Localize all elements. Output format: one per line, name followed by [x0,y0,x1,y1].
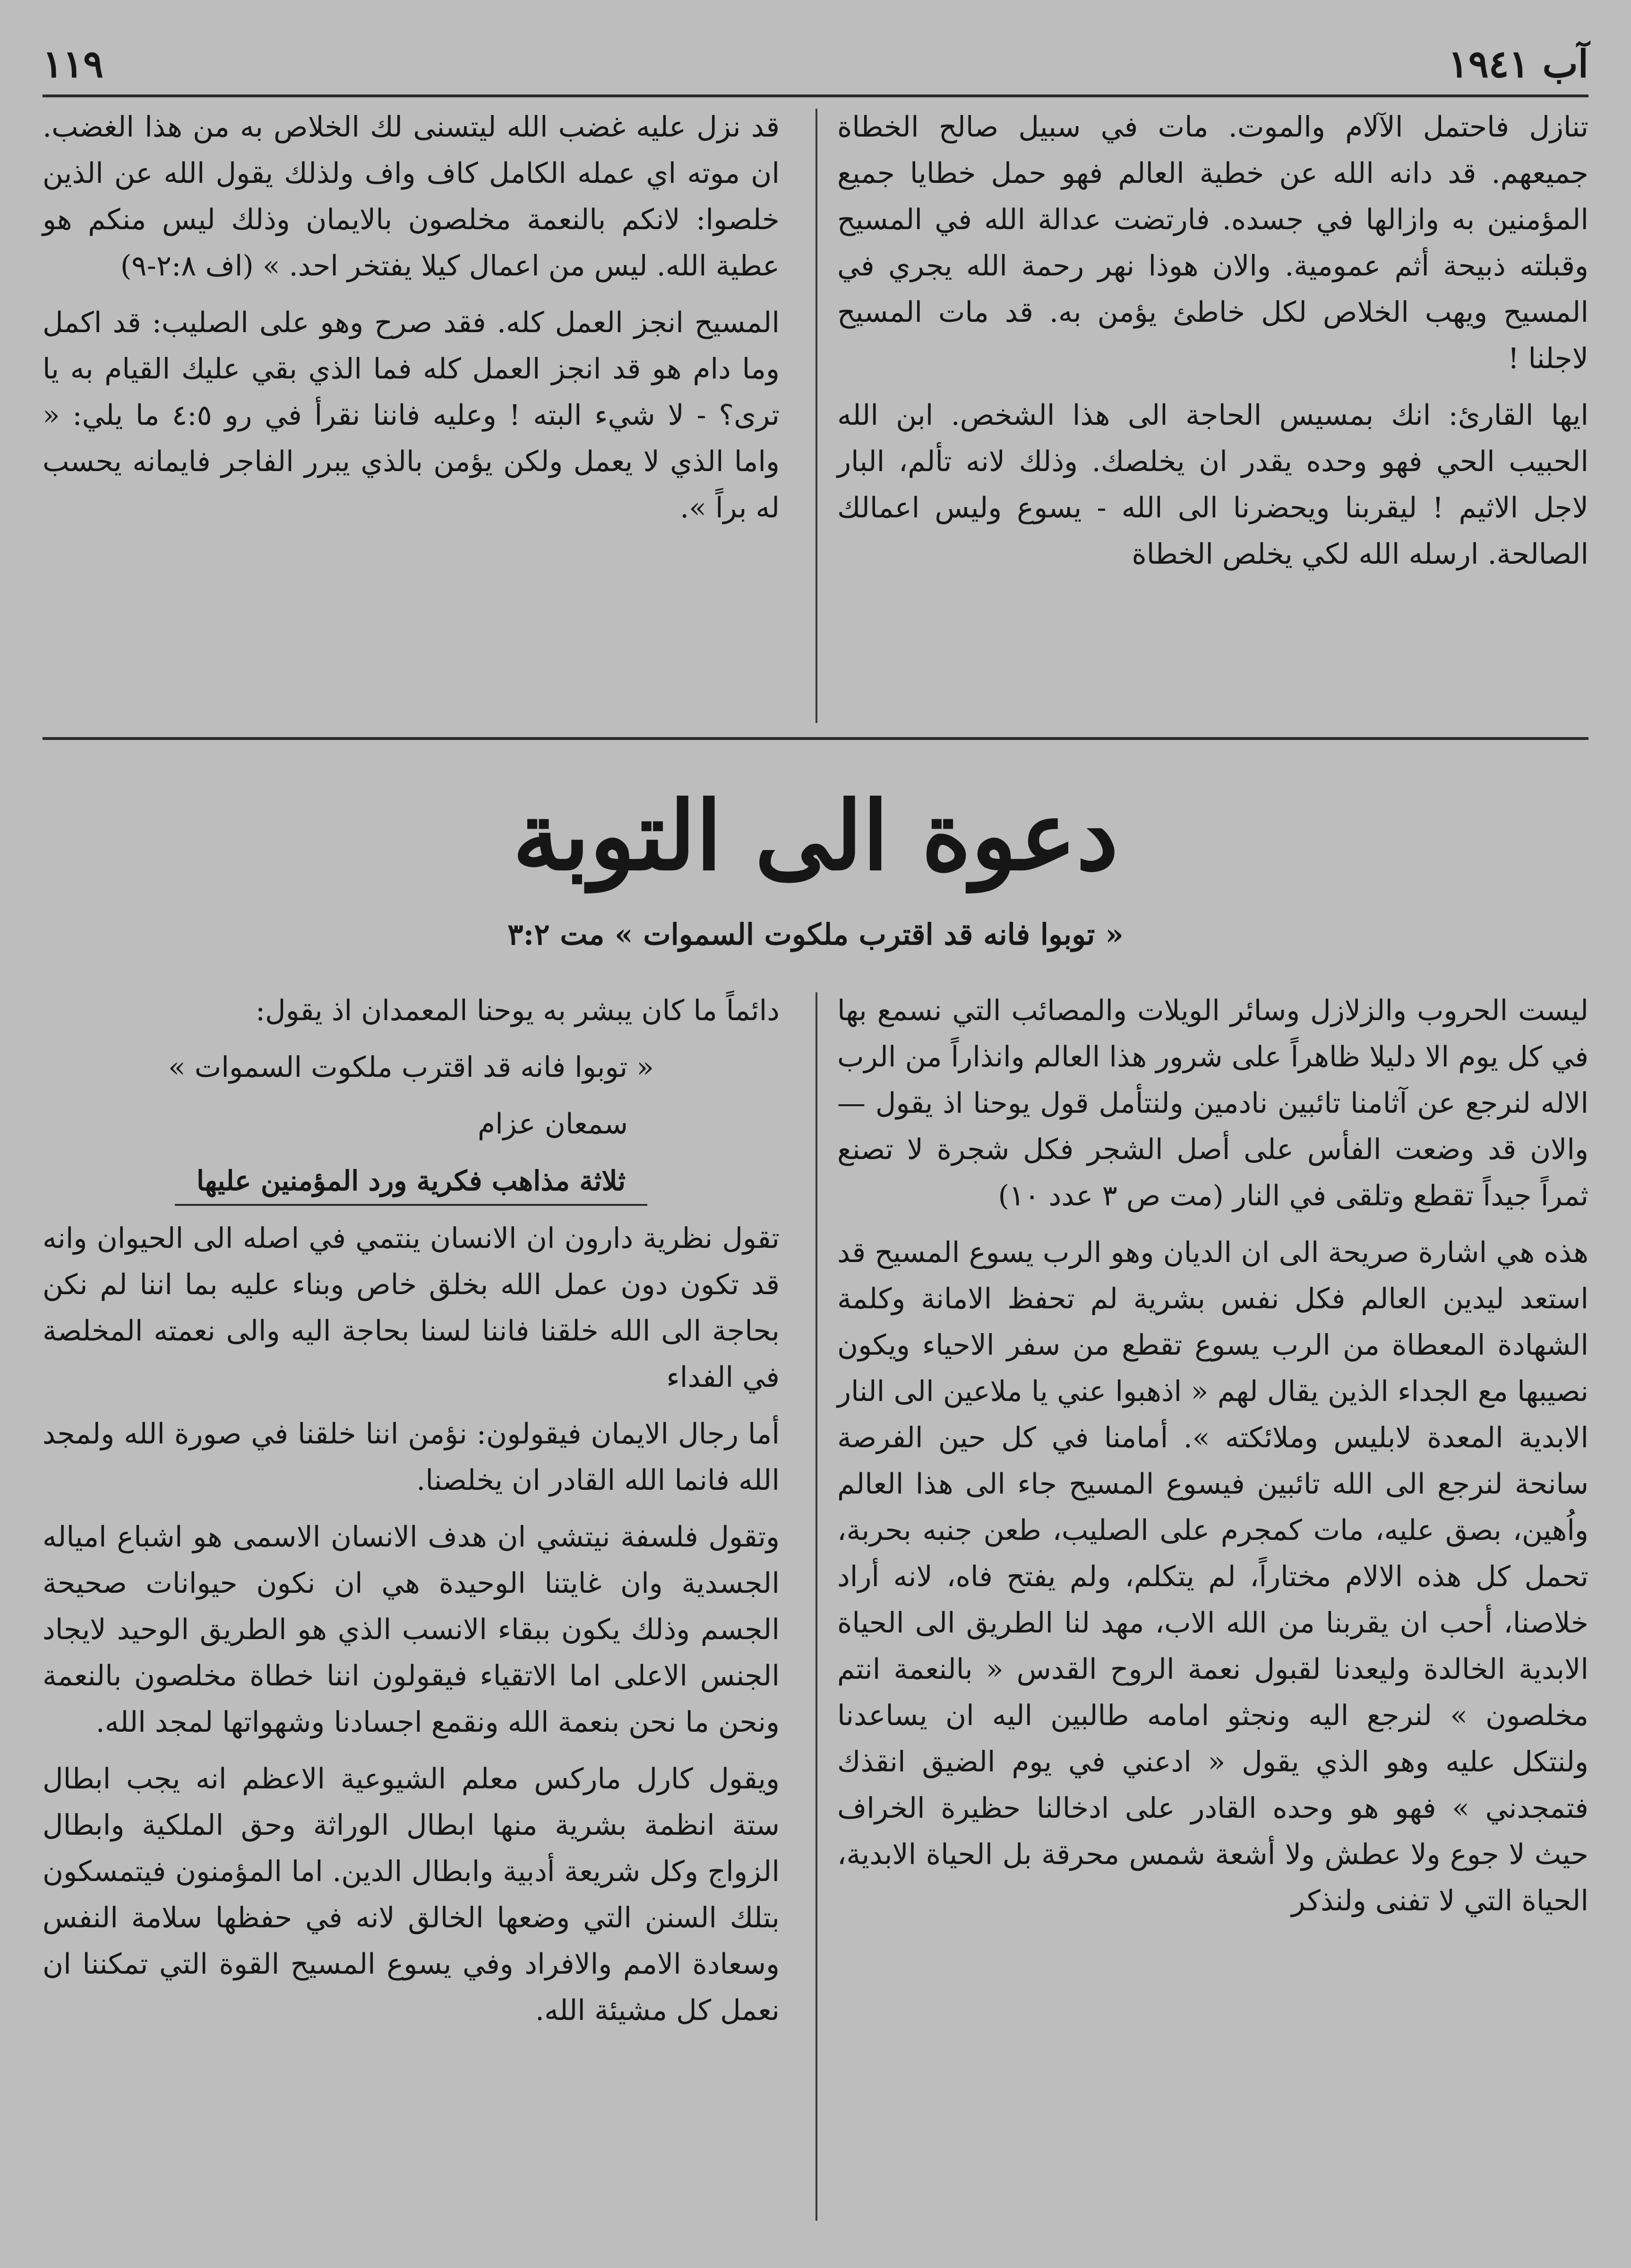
page-number: ١١٩ [43,42,103,86]
article-subtitle: « توبوا فانه قد اقترب ملكوت السموات » مت ٣:٢ [507,917,1124,952]
top-right-column [837,104,1588,588]
issue-date: آب ١٩٤١ [1448,42,1588,86]
paragraph: ويقول كارل ماركس معلم الشيوعية الاعظم انه يجب ابطال ستة انظمة بشرية منها ابطال الوراثة وحق الملكية وابطال الزواج وكل شريعة أدبية وابطال الدين. اما المؤمنون فيتمسكون بتلك السنن التي وضعها الخالق لانه في حفظها سلامة النفس وسعادة الامم والافراد وفي يسوع المسيح القوة التي تمكننا ان نعمل كل مشيئة الله. [43,1762,780,2027]
column-divider [816,992,817,2221]
paragraph: وتقول فلسفة نيتشي ان هدف الانسان الاسمى هو اشباع امياله الجسدية وان غايتنا الوحيدة هي ان نكون حيوانات صحيحة الجسم وذلك يكون ببقاء الانسب الذي هو الطريق الوحيد لايجاد الجنس الاعلى اما الاتقياء فيقولون اننا خطاة مخلصون بالنعمة ونحن ما نحن بنعمة الله ونقمع اجسادنا وشهواتها لمجد الله. [43,1521,780,1739]
paragraph: تنازل فاحتمل الآلام والموت. مات في سبيل صالح الخطاة جميعهم. قد دانه الله عن خطية العالم فهو حمل خطايا جميع المؤمنين به وازالها في جسده. فارتضت عدالة الله في المسيح وقبلته ذبيحة أثم عمومية. والان هوذا نهر رحمة الله يجري في المسيح ويهب الخلاص لكل خاطئ يؤمن به. قد مات المسيح لاجلنا ! [837,111,1588,375]
page-header [43,38,1588,90]
scripture-quote: « توبوا فانه قد اقترب ملكوت السموات » [168,1051,654,1084]
paragraph: المسيح انجز العمل كله. فقد صرح وهو على الصليب: قد اكمل وما دام هو قد انجز العمل كله فما الذي بقي عليك القيام به يا ترى؟ - لا شيء البته ! وعليه فاننا نقرأ في رو ٤:٥ ما يلي: « واما الذي لا يعمل ولكن يؤمن بالذي يبرر الفاجر فايمانه يحسب له براً ». [43,306,780,524]
section-heading: ثلاثة مذاهب فكرية ورد المؤمنين عليها [175,1158,647,1206]
column-divider [816,109,817,723]
header-rule [43,94,1588,97]
paragraph: ايها القارئ: انك بمسيس الحاجة الى هذا الشخص. ابن الله الحبيب الحي فهو وحده يقدر ان يخلصك. وذلك لانه تألم، البار لاجل الاثيم ! ليقربنا ويحضرنا الى الله - يسوع وليس اعمالك الصالحة. ارسله الله لكي يخلص الخطاة [837,399,1588,571]
paragraph: ليست الحروب والزلازل وسائر الويلات والمصائب التي نسمع بها في كل يوم الا دليلا ظاهراً على شرور هذا العالم وانذاراً من الرب الاله لنرجع عن آثامنا تائبين نادمين ولنتأمل قول يوحنا اذ يقول — والان قد وضعت الفأس على أصل الشجر فكل شجرة لا تصنع ثمراً جيداً تقطع وتلقى في النار (مت ص ٣ عدد ١٠) [837,994,1588,1212]
author-signature: سمعان عزام [477,1108,628,1141]
paragraph: قد نزل عليه غضب الله ليتسنى لك الخلاص به من هذا الغضب. ان موته اي عمله الكامل كاف واف ولذلك يقول الله عن الذين خلصوا: لانكم بالنعمة مخلصون بالايمان وذلك ليس منكم هو عطية الله. ليس من اعمال كيلا يفتخر احد. » (اف ٢:٨-٩) [43,111,780,283]
top-left-column [43,104,780,541]
article-title: دعوة الى التوبة [512,781,1119,892]
paragraph: دائماً ما كان يبشر به يوحنا المعمدان اذ يقول: [255,994,780,1027]
paragraph: أما رجال الايمان فيقولون: نؤمن اننا خلقنا في صورة الله ولمجد الله فانما الله القادر ان يخلصنا. [43,1418,780,1497]
paragraph: هذه هي اشارة صريحة الى ان الديان وهو الرب يسوع المسيح قد استعد ليدين العالم فكل نفس بشرية لم تحفظ الامانة وكلمة الشهادة المعطاة من الرب يسوع تقطع من سفر الاحياء ويكون نصيبها مع الجداء الذين يقال لهم « اذهبوا عني يا ملاعين الى النار الابدية المعدة لابليس وملائكته ». أمامنا في كل حين الفرصة سانحة لنرجع الى الله تائبين فيسوع المسيح جاء الى هذا العالم واُهين، بصق عليه، مات كمجرم على الصليب، طعن جنبه بحربة، تحمل كل هذه الالام مختاراً، لم يتكلم، ولم يفتح فاه، لانه أراد خلاصنا، أحب ان يقربنا من الله الاب، مهد لنا الطريق الى الحياة الابدية الخالدة وليعدنا لقبول نعمة الروح القدس « بالنعمة انتم مخلصون » لنرجع اليه ونجثو امامه طالبين اليه ان يساعدنا ولنتكل عليه وهو الذي يقول « ادعني في يوم الضيق انقذك فتمجدني » فهو هو وحده القادر على ادخالنا حظيرة الخراف حيث لا جوع ولا عطش ولا أشعة شمس محرقة بل الحياة الابدية، الحياة التي لا تفنى ولنذكر [837,1236,1588,1917]
article-left-column [43,988,780,2044]
section-rule [43,737,1588,740]
paragraph: تقول نظرية دارون ان الانسان ينتمي في اصله الى الحيوان وانه قد تكون دون عمل الله بخلق خاص وبناء عليه بما اننا لم نكن بحاجة الى الله خلقنا فاننا لسنا بحاجة اليه والى نعمته المخلصة في الفداء [43,1222,780,1394]
article-right-column [837,988,1588,1934]
